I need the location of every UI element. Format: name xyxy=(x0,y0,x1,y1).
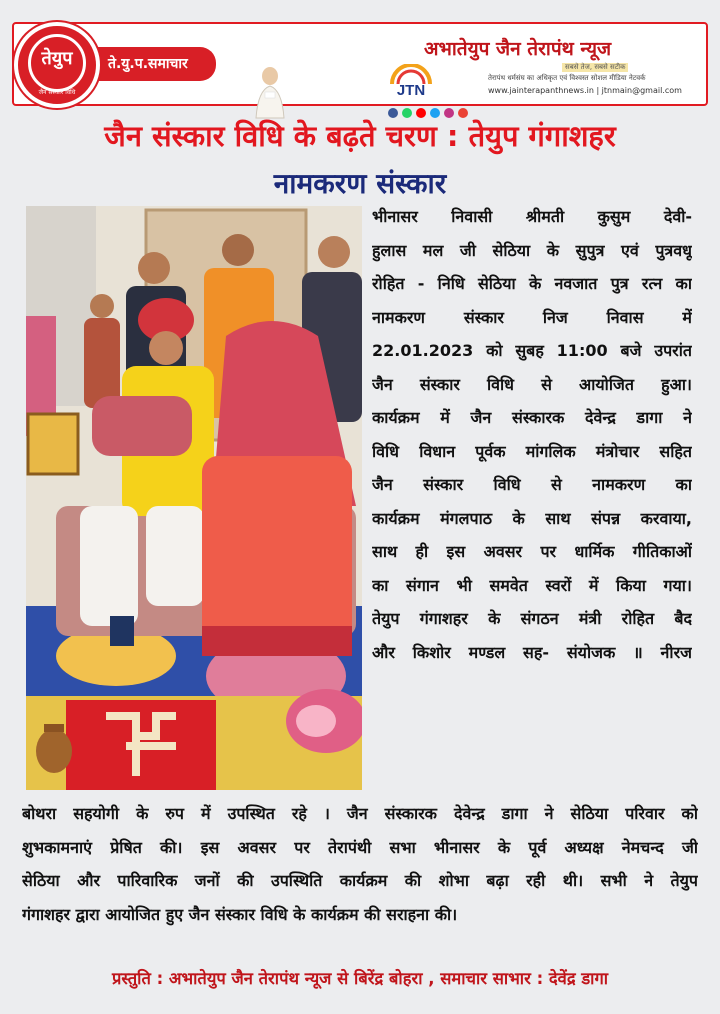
article-line: गंगाशहर द्वारा आयोजित हुए जैन संस्कार विधि के कार्यक्रम की सराहना की। xyxy=(22,904,458,924)
article-line: बोथरा सहयोगी के रुप में उपस्थित रहे । जैन संस्कारक देवेन्द्र डागा ने सेठिया परिवार को xyxy=(22,804,698,823)
page-title: जैन संस्कार विधि के बढ़ते चरण : तेयुप गंगाशहर xyxy=(104,119,616,153)
jtn-logo-icon xyxy=(388,64,434,98)
brand-description: तेरापंथ धर्मसंघ का अधिकृत एवं विश्वस्त सोशल मीडिया नेटवर्क xyxy=(488,74,646,82)
logo-text: तेयुप xyxy=(41,48,73,69)
article-line: भीनासर निवासी श्रीमती कुसुम देवी- xyxy=(372,207,692,226)
article-line: कार्यक्रम मंगलपाठ के साथ संपन्न करवाया, xyxy=(372,508,692,528)
teyup-logo xyxy=(14,22,100,108)
article-line: रोहित - निधि सेठिया के नवजात पुत्र रत्न का xyxy=(372,274,692,293)
article-line: शुभकामनाएं प्रेषित की। इस अवसर पर तेरापंथी सभा भीनासर के पूर्व अध्यक्ष नेमचन्द जी xyxy=(22,837,698,857)
article-line: विधि विधान पूर्वक मांगलिक मंत्रोचार सहित xyxy=(372,441,692,461)
article-column xyxy=(372,200,692,669)
page-subtitle: नामकरण संस्कार xyxy=(273,167,447,200)
credit-line: प्रस्तुति : अभातेयुप जैन तेरापंथ न्यूज से बिरेंद्र बोहरा , समाचार साभार : देवेंद्र डागा xyxy=(111,969,609,988)
article-continuation xyxy=(22,797,698,931)
brand-title: अभातेयुप जैन तेरापंथ न्यूज xyxy=(424,38,612,60)
brand-tagline: सबसे तेज, सबसे सटीक xyxy=(562,63,628,72)
article-line: कार्यक्रम में जैन संस्कारक देवेन्द्र डागा ने xyxy=(372,408,692,427)
article-line: और किशोर मण्डल सह- संयोजक ॥ नीरज xyxy=(372,642,692,662)
logo-subtext: जैन संस्कार विधि xyxy=(38,89,76,96)
article-line: साथ ही इस अवसर पर धार्मिक गीतिकाओं xyxy=(372,542,692,561)
article-line: तेयुप गंगाशहर के संगठन मंत्री रोहित बैद xyxy=(372,609,692,628)
section-tag: ते.यु.प.समाचार xyxy=(96,47,216,81)
article-line: नामकरण संस्कार निज निवास में xyxy=(372,307,692,327)
article-line: का संगान भी समवेत स्वरों में किया गया। xyxy=(372,575,692,595)
article-line: सेठिया और पारिवारिक जनों की उपस्थिति कार्यक्रम की शोभा बढ़ा रही थी। सभी ने तेयुप xyxy=(22,871,698,890)
article-line: जैन संस्कार विधि से आयोजित हुआ। xyxy=(372,374,692,394)
article-line: जैन संस्कार विधि से नामकरण का xyxy=(372,475,692,494)
monk-portrait-icon xyxy=(250,62,290,120)
brand-url[interactable]: www.jainterapanthnews.in | jtnmain@gmail.com xyxy=(488,86,682,95)
svg-text:JTN: JTN xyxy=(396,82,426,98)
article-line: 22.01.2023 को सुबह 11:00 बजे उपरांत xyxy=(372,341,692,360)
article-line: हुलास मल जी सेठिया के सुपुत्र एवं पुत्रवधू xyxy=(372,240,692,260)
ceremony-photo xyxy=(26,206,362,790)
